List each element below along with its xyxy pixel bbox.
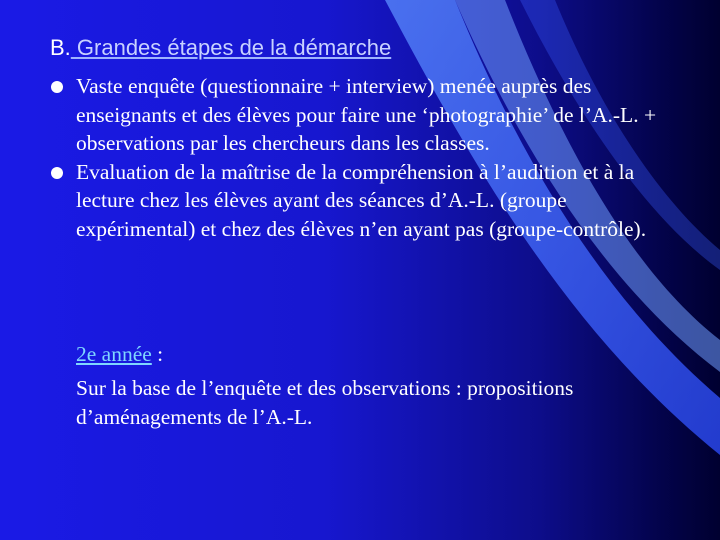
title-underlined: Grandes étapes de la démarche [70,35,392,60]
year-text: Sur la base de l’enquête et des observations : propositions d’aménagements de l’A.-L. [76,376,574,429]
bullet-list [50,72,690,243]
slide-title [50,34,391,62]
title-prefix: B. [50,35,71,60]
bullet-item [50,158,690,244]
bullet-text: Vaste enquête (questionnaire + interview) menée auprès des enseignants et des élèves pour faire une ‘photographie’ de l’A.-L. + observations par les chercheurs dans les classes. [76,74,657,155]
bullet-dot-icon [51,167,63,179]
year-link[interactable]: 2e année [76,342,152,366]
bullet-item [50,72,690,158]
bullet-dot-icon [51,81,63,93]
bullet-text: Evaluation de la maîtrise de la compréhension à l’audition et à la lecture chez les élèves ayant des séances d’A.-L. (groupe expérimental) et chez des élèves n’en ayant pas (groupe-contrôle). [76,159,647,241]
year-heading [76,340,696,369]
year-suffix: : [151,342,164,366]
